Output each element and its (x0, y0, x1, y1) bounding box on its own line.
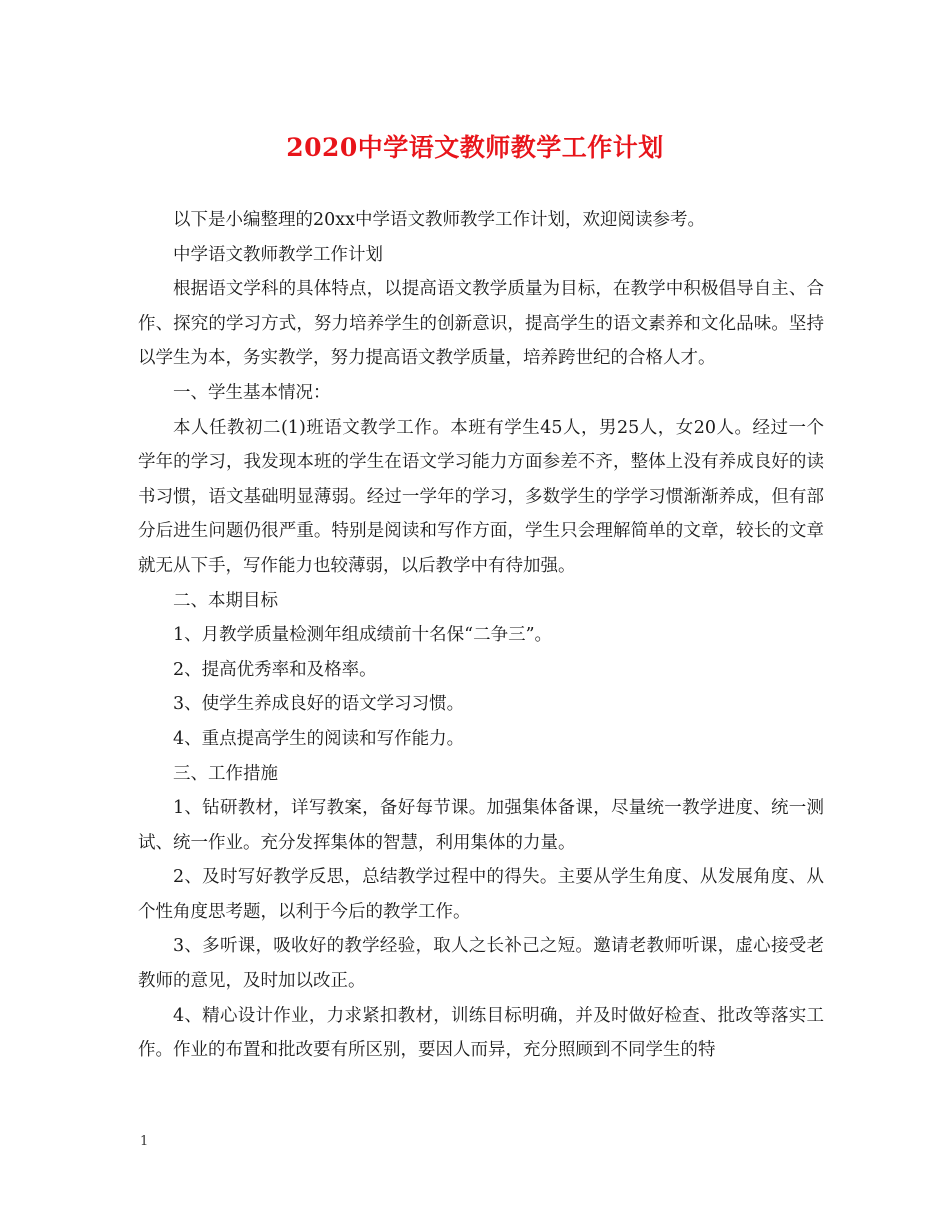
paragraph-intro: 以下是小编整理的20xx中学语文教师教学工作计划，欢迎阅读参考。 (173, 210, 706, 230)
paragraph-subtitle: 中学语文教师教学工作计划 (173, 244, 383, 265)
list-item: 2、及时写好教学反思，总结教学过程中的得失。主要从学生角度、从发展角度、从个性角度思考题，以利于今后的教学工作。 (138, 867, 824, 922)
section-heading: 三、工作措施 (173, 763, 278, 784)
paragraph: 本人任教初二(1)班语文教学工作。本班有学生45人，男25人，女20人。经过一个学年的学习，我发现本班的学生在语文学习能力方面参差不齐，整体上没有养成良好的读书习惯，语文基础明显薄弱。经过一学年的学习，多数学生的学学习惯渐渐养成，但有部分后进生问题仍很严重。特别是阅读和写作方面，学生只会理解简单的文章，较长的文章就无从下手，写作能力也较薄弱，以后教学中有待加强。 (138, 417, 824, 576)
list-item: 1、月教学质量检测年组成绩前十名保“二争三”。 (173, 625, 553, 646)
document-title: 2020中学语文教师教学工作计划 (286, 133, 664, 162)
list-item: 1、钻研教材，详写教案，备好每节课。加强集体备课，尽量统一教学进度、统一测试、统一作业。充分发挥集体的智慧，利用集体的力量。 (138, 798, 824, 853)
document-body (138, 203, 824, 1068)
list-item: 4、重点提高学生的阅读和写作能力。 (173, 728, 465, 749)
list-item: 4、精心设计作业，力求紧扣教材，训练目标明确，并及时做好检查、批改等落实工作。作业的布置和批改要有所区别，要因人而异，充分照顾到不同学生的特 (138, 1005, 824, 1061)
list-item: 3、使学生养成良好的语文学习习惯。 (173, 694, 465, 715)
section-heading: 一、学生基本情况： (173, 382, 331, 403)
paragraph: 根据语文学科的具体特点，以提高语文教学质量为目标，在教学中积极倡导自主、合作、探究的学习方式，努力培养学生的创新意识，提高学生的语文素养和文化品味。坚持以学生为本，务实教学，努力提高语文教学质量，培养跨世纪的合格人才。 (138, 279, 824, 369)
section-heading: 二、本期目标 (173, 590, 278, 611)
list-item: 2、提高优秀率和及格率。 (173, 659, 377, 680)
page-number: 1 (140, 1134, 149, 1149)
list-item: 3、多听课，吸收好的教学经验，取人之长补己之短。邀请老教师听课，虚心接受老教师的意见，及时加以改正。 (138, 936, 824, 992)
